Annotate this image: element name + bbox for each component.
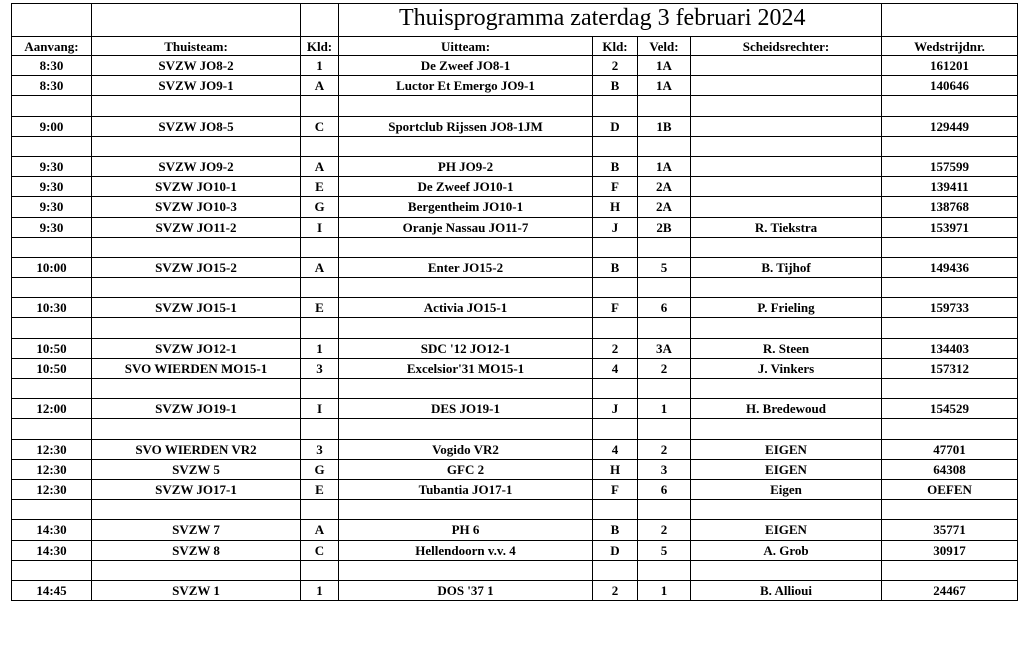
spacer-row [12,237,1018,257]
away-team-cell: Oranje Nassau JO11-7 [339,217,593,237]
schedule-table [11,3,1018,601]
away-kit-cell: J [593,399,638,419]
time-cell: 12:00 [12,399,92,419]
spacer-row [12,318,1018,338]
referee-cell: EIGEN [691,439,882,459]
time-cell: 10:50 [12,358,92,378]
header-row [12,37,1018,56]
field-cell: 6 [638,298,691,318]
referee-cell: R. Steen [691,338,882,358]
table-row [12,338,1018,358]
home-team-cell: SVZW JO8-2 [92,56,301,76]
time-cell: 12:30 [12,439,92,459]
time-cell: 10:00 [12,257,92,277]
referee-cell: B. Allioui [691,580,882,600]
match-number-cell: 149436 [882,257,1018,277]
header-thuisteam: Thuisteam: [92,37,301,56]
header-kld-home: Kld: [301,37,339,56]
field-cell: 1 [638,580,691,600]
table-row [12,298,1018,318]
home-team-cell: SVZW JO15-1 [92,298,301,318]
time-cell: 9:30 [12,217,92,237]
away-kit-cell: H [593,459,638,479]
home-kit-cell: I [301,399,339,419]
table-row [12,217,1018,237]
away-kit-cell: 2 [593,580,638,600]
away-team-cell: Activia JO15-1 [339,298,593,318]
referee-cell [691,56,882,76]
home-kit-cell: E [301,177,339,197]
home-team-cell: SVZW JO17-1 [92,479,301,499]
match-number-cell: 161201 [882,56,1018,76]
away-team-cell: DES JO19-1 [339,399,593,419]
home-kit-cell: E [301,479,339,499]
time-cell: 10:50 [12,338,92,358]
away-team-cell: Tubantia JO17-1 [339,479,593,499]
spacer-row [12,419,1018,439]
away-kit-cell: D [593,116,638,136]
field-cell: 1 [638,399,691,419]
header-aanvang: Aanvang: [12,37,92,56]
table-row [12,156,1018,176]
referee-cell: P. Frieling [691,298,882,318]
away-team-cell: Sportclub Rijssen JO8-1JM [339,116,593,136]
table-row [12,439,1018,459]
away-kit-cell: 4 [593,439,638,459]
table-row [12,479,1018,499]
home-team-cell: SVZW JO9-1 [92,76,301,96]
field-cell: 2 [638,439,691,459]
spacer-row [12,96,1018,116]
home-team-cell: SVZW JO12-1 [92,338,301,358]
home-kit-cell: C [301,116,339,136]
table-row [12,580,1018,600]
time-cell: 14:30 [12,520,92,540]
home-kit-cell: 1 [301,338,339,358]
away-team-cell: De Zweef JO8-1 [339,56,593,76]
home-kit-cell: 1 [301,580,339,600]
field-cell: 3A [638,338,691,358]
field-cell: 3 [638,459,691,479]
match-number-cell: 47701 [882,439,1018,459]
time-cell: 9:30 [12,177,92,197]
home-kit-cell: 3 [301,358,339,378]
table-row [12,116,1018,136]
field-cell: 1A [638,56,691,76]
home-team-cell: SVZW 1 [92,580,301,600]
table-row [12,56,1018,76]
match-number-cell: 139411 [882,177,1018,197]
away-team-cell: Bergentheim JO10-1 [339,197,593,217]
table-row [12,520,1018,540]
page-title: Thuisprogramma zaterdag 3 februari 2024 [399,5,806,31]
match-number-cell: 129449 [882,116,1018,136]
away-team-cell: PH 6 [339,520,593,540]
match-number-cell: 153971 [882,217,1018,237]
home-kit-cell: A [301,520,339,540]
away-kit-cell: 2 [593,56,638,76]
time-cell: 8:30 [12,56,92,76]
home-kit-cell: C [301,540,339,560]
home-kit-cell: I [301,217,339,237]
away-team-cell: PH JO9-2 [339,156,593,176]
match-number-cell: 24467 [882,580,1018,600]
home-team-cell: SVZW JO9-2 [92,156,301,176]
field-cell: 1A [638,76,691,96]
title-row [12,4,1018,37]
away-kit-cell: H [593,197,638,217]
field-cell: 5 [638,257,691,277]
match-number-cell: 134403 [882,338,1018,358]
home-kit-cell: E [301,298,339,318]
home-team-cell: SVZW JO19-1 [92,399,301,419]
referee-cell: A. Grob [691,540,882,560]
home-kit-cell: 3 [301,439,339,459]
match-number-cell: 140646 [882,76,1018,96]
home-team-cell: SVO WIERDEN VR2 [92,439,301,459]
away-team-cell: GFC 2 [339,459,593,479]
table-row [12,459,1018,479]
table-row [12,358,1018,378]
home-team-cell: SVZW 8 [92,540,301,560]
field-cell: 5 [638,540,691,560]
table-row [12,257,1018,277]
away-kit-cell: B [593,257,638,277]
home-team-cell: SVZW JO10-3 [92,197,301,217]
match-number-cell: 157599 [882,156,1018,176]
match-number-cell: 35771 [882,520,1018,540]
header-scheidsrechter: Scheidsrechter: [691,37,882,56]
field-cell: 1A [638,156,691,176]
referee-cell [691,197,882,217]
referee-cell: EIGEN [691,520,882,540]
home-kit-cell: G [301,459,339,479]
home-team-cell: SVZW 5 [92,459,301,479]
time-cell: 14:30 [12,540,92,560]
away-kit-cell: F [593,479,638,499]
referee-cell: J. Vinkers [691,358,882,378]
match-number-cell: 159733 [882,298,1018,318]
time-cell: 12:30 [12,459,92,479]
match-number-cell: 157312 [882,358,1018,378]
away-kit-cell: J [593,217,638,237]
header-kld-away: Kld: [593,37,638,56]
away-team-cell: De Zweef JO10-1 [339,177,593,197]
referee-cell: Eigen [691,479,882,499]
away-team-cell: Enter JO15-2 [339,257,593,277]
field-cell: 2 [638,520,691,540]
time-cell: 12:30 [12,479,92,499]
field-cell: 2B [638,217,691,237]
home-kit-cell: A [301,257,339,277]
home-kit-cell: G [301,197,339,217]
match-number-cell: 30917 [882,540,1018,560]
referee-cell: R. Tiekstra [691,217,882,237]
away-kit-cell: B [593,156,638,176]
time-cell: 9:30 [12,197,92,217]
header-uitteam: Uitteam: [339,37,593,56]
home-team-cell: SVZW JO10-1 [92,177,301,197]
referee-cell [691,116,882,136]
field-cell: 1B [638,116,691,136]
spacer-row [12,136,1018,156]
home-kit-cell: A [301,76,339,96]
home-kit-cell: A [301,156,339,176]
match-number-cell: OEFEN [882,479,1018,499]
away-team-cell: Luctor Et Emergo JO9-1 [339,76,593,96]
home-team-cell: SVZW JO15-2 [92,257,301,277]
away-kit-cell: B [593,76,638,96]
field-cell: 2 [638,358,691,378]
away-kit-cell: 2 [593,338,638,358]
home-kit-cell: 1 [301,56,339,76]
home-team-cell: SVO WIERDEN MO15-1 [92,358,301,378]
field-cell: 6 [638,479,691,499]
away-team-cell: SDC '12 JO12-1 [339,338,593,358]
field-cell: 2A [638,197,691,217]
spacer-row [12,500,1018,520]
field-cell: 2A [638,177,691,197]
away-kit-cell: B [593,520,638,540]
referee-cell: EIGEN [691,459,882,479]
referee-cell: B. Tijhof [691,257,882,277]
time-cell: 8:30 [12,76,92,96]
table-row [12,177,1018,197]
away-team-cell: Vogido VR2 [339,439,593,459]
table-row [12,399,1018,419]
time-cell: 9:00 [12,116,92,136]
away-kit-cell: F [593,298,638,318]
referee-cell [691,156,882,176]
match-number-cell: 138768 [882,197,1018,217]
home-team-cell: SVZW JO8-5 [92,116,301,136]
spacer-row [12,560,1018,580]
spacer-row [12,379,1018,399]
away-team-cell: Excelsior'31 MO15-1 [339,358,593,378]
spacer-row [12,278,1018,298]
header-veld: Veld: [638,37,691,56]
table-row [12,76,1018,96]
table-row [12,540,1018,560]
away-team-cell: Hellendoorn v.v. 4 [339,540,593,560]
match-number-cell: 64308 [882,459,1018,479]
referee-cell: H. Bredewoud [691,399,882,419]
away-team-cell: DOS '37 1 [339,580,593,600]
referee-cell [691,76,882,96]
referee-cell [691,177,882,197]
time-cell: 14:45 [12,580,92,600]
header-wedstrijdnr: Wedstrijdnr. [882,37,1018,56]
table-row [12,197,1018,217]
time-cell: 9:30 [12,156,92,176]
away-kit-cell: 4 [593,358,638,378]
home-team-cell: SVZW 7 [92,520,301,540]
away-kit-cell: D [593,540,638,560]
home-team-cell: SVZW JO11-2 [92,217,301,237]
match-number-cell: 154529 [882,399,1018,419]
away-kit-cell: F [593,177,638,197]
time-cell: 10:30 [12,298,92,318]
